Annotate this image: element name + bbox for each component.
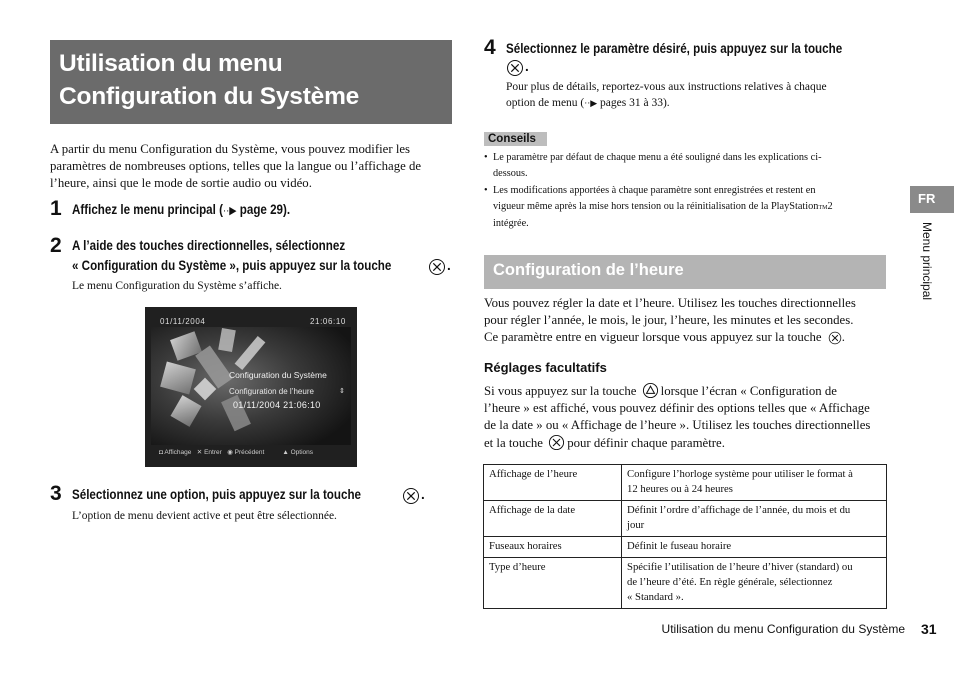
screen-menu-value: 01/11/2004 21:06:10	[233, 400, 321, 410]
section-heading: Configuration de l’heure	[493, 261, 684, 279]
step-3-period: .	[421, 487, 425, 502]
table-cell-desc: Définit le fuseau horaire	[622, 537, 887, 558]
step-number-3: 3	[50, 482, 62, 505]
triangle-small-icon: ▲	[282, 449, 289, 456]
language-tab	[910, 186, 954, 213]
step-2-period: .	[447, 258, 451, 273]
table-row	[484, 465, 887, 501]
step-4-period: .	[525, 59, 529, 74]
table-cell-desc: Configure l’horloge système pour utiliser le format à 12 heures ou à 24 heures	[622, 465, 887, 501]
step-number-4: 4	[484, 36, 496, 59]
table-cell-name: Type d’heure	[484, 558, 622, 609]
language-tab-label: FR	[918, 191, 936, 206]
step-3-text	[72, 486, 408, 504]
step-number-2: 2	[50, 234, 62, 257]
page-ref-arrow-icon: ··▶	[584, 98, 598, 108]
subheading-optional-settings: Réglages facultatifs	[484, 360, 607, 375]
step-4-sub-line: option de menu (··▶ pages 31 à 33).	[506, 97, 670, 109]
cross-button-icon	[506, 59, 524, 77]
system-configuration-screenshot	[145, 307, 357, 467]
table-cell-name: Fuseaux horaires	[484, 537, 622, 558]
table-cell-name: Affichage de la date	[484, 501, 622, 537]
step-4-subtext	[506, 79, 827, 111]
cross-button-icon	[428, 258, 446, 276]
step-4-sub-line: Pour plus de détails, reportez-vous aux instructions relatives à chaque	[506, 81, 827, 93]
step-3-subtext: L’option de menu devient active et peut être sélectionnée.	[72, 510, 337, 522]
cross-button-icon	[548, 434, 565, 451]
cross-button-icon	[828, 331, 842, 345]
table-row	[484, 558, 887, 609]
screen-menu-title: Configuration du Système	[229, 370, 327, 380]
step-2-subtext: Le menu Configuration du Système s’affiche.	[72, 280, 282, 292]
step-2-line2	[72, 257, 443, 275]
optional-settings-paragraph: Si vous appuyez sur la touche lorsque l’écran « Configuration de l’heure » est affiché, vous pouvez définir des options telles que « Affichage de la date » ou « Affichage de l’heure ». Utilisez les touches directionnelles et la touche pour définir chaque paramètre.	[484, 384, 871, 450]
bullet-icon: •	[484, 152, 488, 163]
tips-badge	[484, 132, 547, 146]
screen-btn-affichage: Affichage	[164, 449, 192, 456]
step-1-text-b: page 29).	[236, 202, 291, 217]
cross-button-icon	[402, 487, 420, 505]
page-title-banner	[50, 40, 452, 124]
screen-btn-entrer: Entrer	[204, 449, 222, 456]
triangle-button-icon	[642, 382, 659, 399]
intro-line: paramètres de nombreuses options, telles que la langue ou l’affichage de	[50, 159, 422, 173]
screen-date: 01/11/2004	[160, 317, 206, 326]
tips-item: • Les modifications apportées à chaque paramètre sont enregistrées et restent en vigueur même après la mise hors tension ou la réinitialisation de la PlayStationTM2 intégrée.	[484, 185, 833, 229]
intro-line: l’heure, ainsi que le mode de sortie audio ou vidéo.	[50, 176, 312, 190]
table-cell-name: Affichage de l’heure	[484, 465, 622, 501]
page-number: 31	[921, 621, 937, 637]
circle-small-icon: ◉	[227, 449, 233, 456]
intro-paragraph	[50, 141, 421, 192]
table-cell-desc: Spécifie l’utilisation de l’heure d’hiver (standard) ou de l’heure d’été. En règle générale, sélectionnez « Standard ».	[622, 558, 887, 609]
section-heading-band	[484, 255, 886, 289]
intro-line: A partir du menu Configuration du Système, vous pouvez modifier les	[50, 142, 411, 156]
step-4-line1	[506, 40, 897, 58]
step-1-text	[72, 201, 326, 219]
step-number-1: 1	[50, 197, 62, 220]
bullet-icon: •	[484, 185, 488, 196]
screen-btn-precedent: Précédent	[234, 449, 265, 456]
screen-menu-item[interactable]: Configuration de l’heure	[229, 387, 314, 396]
tips-badge-label: Conseils	[488, 133, 536, 145]
screen-time: 21:06:10	[310, 317, 346, 326]
side-section-label-text: Menu principal	[920, 222, 934, 301]
step-1-text-a: Affichez le menu principal (	[72, 202, 223, 217]
step-4-line1-text: Sélectionnez le paramètre désiré, puis appuyez sur la touche	[506, 41, 843, 56]
page-title-line2: Configuration du Système	[59, 83, 360, 110]
step-2-line2-text: « Configuration du Système », puis appuyez sur la touche	[72, 258, 392, 273]
tips-item: • Le paramètre par défaut de chaque menu a été souligné dans les explications ci- dessous.	[484, 152, 822, 179]
step-2-line1	[72, 237, 390, 255]
table-row	[484, 537, 887, 558]
cross-small-icon: ✕	[196, 449, 203, 456]
section-paragraph: Vous pouvez régler la date et l’heure. Utilisez les touches directionnelles pour régler l’année, le mois, le jour, l’heure, les minutes et les secondes. Ce paramètre entre en vigueur lorsque vous appuyez sur la touche .	[484, 296, 856, 344]
square-button-icon: ◘	[159, 449, 163, 456]
screen-btn-options: Options	[290, 449, 314, 456]
page-title-line1: Utilisation du menu	[59, 50, 283, 77]
step-3-text-main: Sélectionnez une option, puis appuyez sur la touche	[72, 487, 362, 502]
footer-running-title: Utilisation du menu Configuration du Système	[661, 622, 905, 636]
side-section-label	[916, 222, 934, 332]
screen-updown-icon: ⇕	[339, 388, 345, 395]
step-2-line1-text: A l’aide des touches directionnelles, sélectionnez	[72, 238, 346, 253]
tips-list	[484, 150, 884, 232]
table-cell-desc: Définit l’ordre d’affichage de l’année, du mois et du jour	[622, 501, 887, 537]
table-row	[484, 501, 887, 537]
time-settings-table	[483, 464, 887, 609]
screen-button-bar	[159, 448, 313, 456]
page-ref-arrow-icon: ··▶	[222, 205, 237, 217]
